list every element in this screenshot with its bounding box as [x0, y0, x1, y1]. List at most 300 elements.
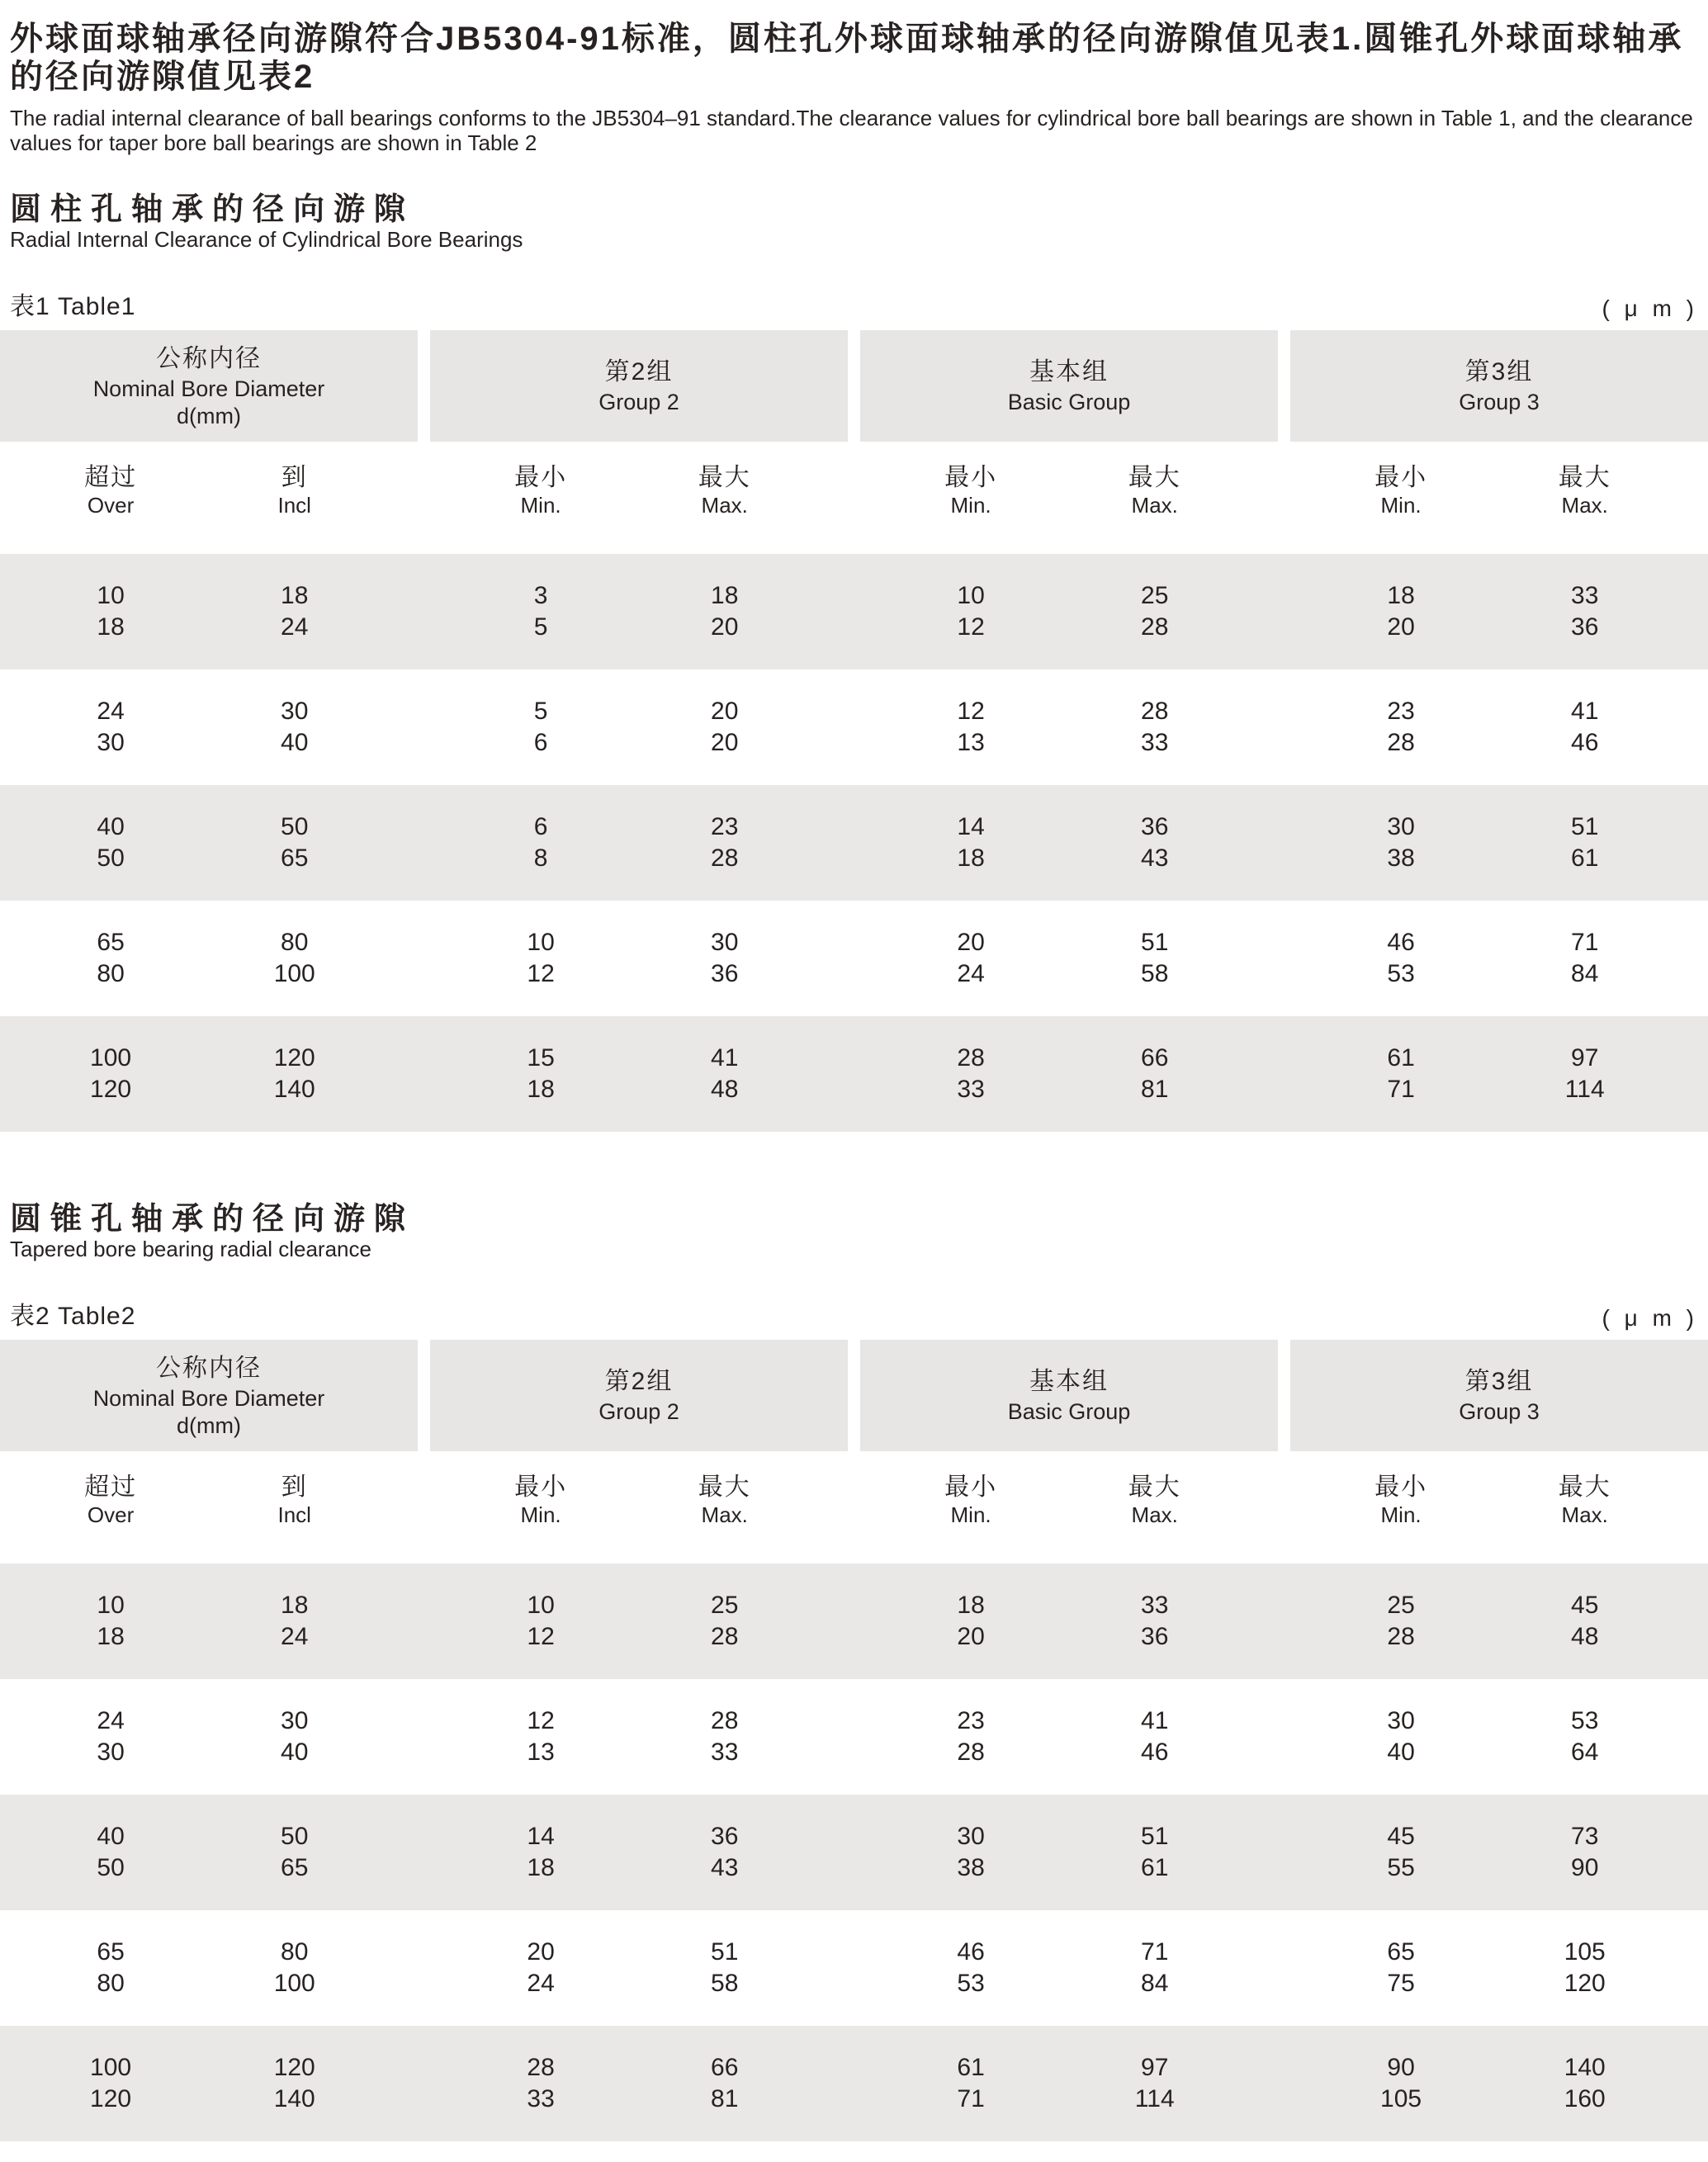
table-cell: 55 — [1387, 1854, 1415, 1881]
table-cell: 61 — [1387, 1044, 1415, 1072]
incl-en: Incl — [277, 493, 311, 518]
table-cell: 71 — [1571, 929, 1599, 956]
table-cell: 28 — [1141, 613, 1169, 641]
row-quarter — [1290, 584, 1708, 608]
table-row — [0, 2087, 1708, 2112]
table-row — [0, 699, 1708, 724]
row-quarter — [1290, 815, 1708, 840]
min-zh: 最小 — [514, 464, 568, 491]
min-en: Min. — [950, 1502, 991, 1527]
max-en: Max. — [1131, 1502, 1178, 1527]
table-cell: 71 — [957, 2085, 985, 2112]
table-cell: 40 — [281, 729, 309, 756]
table-cell: 20 — [711, 729, 739, 756]
table-cell: 33 — [1141, 729, 1169, 756]
table-band — [0, 1016, 1708, 1132]
table-cell: 40 — [97, 813, 125, 840]
row-quarter — [1290, 846, 1708, 871]
table-cell: 18 — [711, 582, 739, 609]
row-quarter — [430, 815, 848, 840]
table-cell: 51 — [1571, 813, 1599, 840]
table-band — [0, 1910, 1708, 2026]
table-cell: 20 — [527, 1938, 555, 1966]
min-en: Min. — [1380, 1502, 1422, 1527]
table-cell: 28 — [711, 844, 739, 872]
subheader-basic-quarter — [860, 1473, 1278, 1527]
row-quarter — [1290, 930, 1708, 955]
table-band — [0, 901, 1708, 1016]
table-cell: 65 — [281, 1854, 309, 1881]
row-quarter — [1290, 2087, 1708, 2112]
table-cell: 12 — [957, 613, 985, 641]
table-cell: 66 — [1141, 1044, 1169, 1072]
row-quarter — [430, 846, 848, 871]
row-quarter — [860, 846, 1278, 871]
row-quarter — [1290, 1077, 1708, 1102]
table-cell: 80 — [97, 1970, 125, 1997]
table-cell: 65 — [97, 929, 125, 956]
row-quarter — [860, 1046, 1278, 1071]
subheader-basic-quarter — [860, 463, 1278, 518]
table-cell: 10 — [97, 1592, 125, 1619]
table-cell: 100 — [90, 1044, 132, 1072]
table-cell: 100 — [90, 2054, 132, 2081]
table-cell: 33 — [1141, 1592, 1169, 1619]
row-quarter — [430, 731, 848, 755]
table-cell: 30 — [97, 729, 125, 756]
subheader-min — [430, 1473, 651, 1527]
table-cell: 12 — [957, 698, 985, 725]
table-cell: 10 — [527, 929, 555, 956]
subheader-min — [860, 463, 1081, 518]
table1-header — [0, 330, 1708, 442]
incl-zh: 到 — [281, 1474, 308, 1501]
table-cell: 30 — [281, 698, 309, 725]
table-cell: 80 — [281, 1938, 309, 1966]
table2-body — [0, 1564, 1708, 2141]
row-quarter — [1290, 2056, 1708, 2080]
subheader-incl — [221, 1473, 367, 1527]
table-cell: 24 — [281, 1623, 309, 1650]
row-quarter — [0, 1824, 418, 1849]
row-quarter — [0, 2087, 418, 2112]
subheader-max — [1081, 463, 1228, 518]
table-cell: 10 — [527, 1592, 555, 1619]
table-cell: 28 — [1141, 698, 1169, 725]
section-cylindrical-bore — [0, 193, 1708, 1132]
max-zh: 最大 — [1128, 1474, 1181, 1501]
table-cell: 140 — [273, 2085, 315, 2112]
row-quarter — [860, 1593, 1278, 1618]
row-quarter — [430, 1740, 848, 1765]
table-cell: 18 — [957, 844, 985, 872]
section2-heading-en: Tapered bore bearing radial clearance — [10, 1237, 371, 1261]
table-cell: 53 — [1387, 960, 1415, 987]
table-row — [0, 2056, 1708, 2080]
table-cell: 105 — [1564, 1938, 1606, 1966]
table-cell: 10 — [97, 582, 125, 609]
row-quarter — [860, 2087, 1278, 2112]
incl-en: Incl — [277, 1502, 311, 1527]
table-cell: 30 — [281, 1707, 309, 1734]
subheader-over — [0, 1473, 221, 1527]
subheader-group2-quarter — [430, 463, 848, 518]
table-cell: 114 — [1134, 2085, 1175, 2112]
header-group3 — [1290, 1340, 1708, 1451]
header-group2-zh: 第2组 — [604, 358, 674, 386]
section2-heading-zh: 圆锥孔轴承的径向游隙 — [10, 1202, 415, 1237]
row-quarter — [1290, 731, 1708, 755]
table-cell: 66 — [711, 2054, 739, 2081]
table-band — [0, 1564, 1708, 1679]
row-quarter — [430, 962, 848, 986]
row-quarter — [430, 1856, 848, 1881]
row-quarter — [0, 1593, 418, 1618]
header-basic-zh: 基本组 — [1029, 358, 1109, 386]
table-cell: 65 — [281, 844, 309, 872]
row-quarter — [860, 1824, 1278, 1849]
table-cell: 43 — [1141, 844, 1169, 872]
table-cell: 30 — [1387, 1707, 1415, 1734]
section1-heading-zh: 圆柱孔轴承的径向游隙 — [10, 192, 415, 227]
table-cell: 64 — [1571, 1739, 1599, 1766]
row-quarter — [430, 2087, 848, 2112]
table-cell: 65 — [97, 1938, 125, 1966]
header-nominal-en: Nominal Bore Diameter — [92, 1385, 325, 1411]
table-cell: 12 — [527, 1623, 555, 1650]
table-cell: 90 — [1387, 2054, 1415, 2081]
row-quarter — [0, 1940, 418, 1965]
table-cell: 33 — [527, 2085, 555, 2112]
row-quarter — [860, 962, 1278, 986]
table2-label-row — [10, 1302, 1698, 1332]
header-group2-en: Group 2 — [599, 1399, 679, 1424]
row-quarter — [1290, 1709, 1708, 1734]
subheader-max — [651, 1473, 797, 1527]
table-cell: 3 — [533, 582, 548, 609]
row-quarter — [0, 846, 418, 871]
table-cell: 18 — [527, 1854, 555, 1881]
header-basic-group — [860, 1340, 1278, 1451]
header-nominal-zh: 公称内径 — [156, 344, 262, 372]
table-cell: 46 — [957, 1938, 985, 1966]
table-cell: 58 — [711, 1970, 739, 1997]
row-quarter — [1290, 1940, 1708, 1965]
max-zh: 最大 — [1128, 464, 1181, 491]
max-en: Max. — [701, 1502, 748, 1527]
table-row — [0, 846, 1708, 871]
section-tapered-bore — [0, 1203, 1708, 2141]
subheader-bore-quarter — [0, 463, 418, 518]
table-cell: 61 — [1571, 844, 1599, 872]
row-quarter — [1290, 1625, 1708, 1649]
table-cell: 18 — [957, 1592, 985, 1619]
table-cell: 18 — [97, 1623, 125, 1650]
max-en: Max. — [1561, 493, 1608, 518]
row-quarter — [0, 930, 418, 955]
table-cell: 36 — [711, 1823, 739, 1850]
row-quarter — [0, 699, 418, 724]
min-zh: 最小 — [1374, 464, 1428, 491]
header-group3 — [1290, 330, 1708, 442]
row-quarter — [1290, 699, 1708, 724]
row-quarter — [430, 1077, 848, 1102]
table1-unit-label: ( μ m ) — [1602, 296, 1698, 321]
row-quarter — [860, 1740, 1278, 1765]
table-cell: 20 — [957, 1623, 985, 1650]
row-quarter — [860, 1625, 1278, 1649]
header-group2 — [430, 1340, 848, 1451]
table-cell: 28 — [527, 2054, 555, 2081]
table-cell: 15 — [527, 1044, 555, 1072]
row-quarter — [430, 1625, 848, 1649]
table2-subheader — [0, 1473, 1708, 1527]
table1-label: 表1 Table1 — [10, 293, 136, 320]
row-quarter — [0, 815, 418, 840]
table-cell: 18 — [1387, 582, 1415, 609]
table-cell: 28 — [1387, 729, 1415, 756]
row-quarter — [0, 1971, 418, 1996]
min-en: Min. — [520, 1502, 561, 1527]
row-quarter — [1290, 1593, 1708, 1618]
table-cell: 71 — [1141, 1938, 1169, 1966]
table-row — [0, 1740, 1708, 1765]
over-zh: 超过 — [84, 1474, 138, 1501]
subheader-max — [1081, 1473, 1228, 1527]
row-quarter — [430, 1940, 848, 1965]
table-cell: 30 — [957, 1823, 985, 1850]
table-cell: 38 — [1387, 844, 1415, 872]
table1-body — [0, 554, 1708, 1132]
table-cell: 80 — [97, 960, 125, 987]
header-group3-zh: 第3组 — [1464, 1368, 1534, 1395]
table-cell: 120 — [1564, 1970, 1606, 1997]
row-quarter — [0, 1709, 418, 1734]
row-quarter — [0, 1077, 418, 1102]
row-quarter — [430, 584, 848, 608]
table-cell: 6 — [533, 729, 548, 756]
row-quarter — [860, 815, 1278, 840]
row-quarter — [0, 1740, 418, 1765]
table-cell: 53 — [1571, 1707, 1599, 1734]
max-zh: 最大 — [698, 1474, 751, 1501]
table-cell: 100 — [273, 960, 315, 987]
table-cell: 81 — [1141, 1076, 1169, 1103]
table-cell: 73 — [1571, 1823, 1599, 1850]
table-cell: 25 — [1387, 1592, 1415, 1619]
table-cell: 8 — [533, 844, 548, 872]
subheader-bore-quarter — [0, 1473, 418, 1527]
table2-label: 表2 Table2 — [10, 1303, 136, 1330]
table-band — [0, 785, 1708, 901]
header-nominal-zh: 公称内径 — [156, 1354, 262, 1382]
table-cell: 40 — [97, 1823, 125, 1850]
table-cell: 84 — [1571, 960, 1599, 987]
table-band — [0, 554, 1708, 669]
min-zh: 最小 — [944, 1474, 998, 1501]
row-quarter — [0, 2056, 418, 2080]
row-quarter — [430, 1824, 848, 1849]
row-quarter — [860, 731, 1278, 755]
min-en: Min. — [1380, 493, 1422, 518]
table-cell: 36 — [1141, 1623, 1169, 1650]
row-quarter — [860, 615, 1278, 640]
max-zh: 最大 — [1558, 464, 1611, 491]
table-cell: 36 — [711, 960, 739, 987]
table-cell: 61 — [1141, 1854, 1169, 1881]
max-en: Max. — [1561, 1502, 1608, 1527]
table-cell: 140 — [273, 1076, 315, 1103]
table1-subheader — [0, 463, 1708, 518]
subheader-min — [860, 1473, 1081, 1527]
table-cell: 160 — [1564, 2085, 1606, 2112]
table-cell: 33 — [711, 1739, 739, 1766]
table-cell: 14 — [957, 813, 985, 840]
table-cell: 120 — [90, 2085, 132, 2112]
row-quarter — [860, 1077, 1278, 1102]
table-cell: 50 — [281, 1823, 309, 1850]
header-basic-zh: 基本组 — [1029, 1368, 1109, 1395]
table-cell: 28 — [711, 1707, 739, 1734]
table-row — [0, 1971, 1708, 1996]
row-quarter — [1290, 1046, 1708, 1071]
over-en: Over — [87, 1502, 135, 1527]
header-nominal-en: Nominal Bore Diameter — [92, 376, 325, 401]
table-cell: 50 — [97, 1854, 125, 1881]
table-row — [0, 731, 1708, 755]
table-cell: 105 — [1380, 2085, 1422, 2112]
max-zh: 最大 — [698, 464, 751, 491]
table-cell: 18 — [281, 582, 309, 609]
table-cell: 24 — [527, 1970, 555, 1997]
table-cell: 97 — [1571, 1044, 1599, 1072]
row-quarter — [0, 1625, 418, 1649]
table-cell: 41 — [1141, 1707, 1169, 1734]
table-cell: 28 — [957, 1739, 985, 1766]
table-cell: 33 — [957, 1076, 985, 1103]
incl-zh: 到 — [281, 464, 308, 491]
subheader-min — [1290, 463, 1512, 518]
table-cell: 48 — [711, 1076, 739, 1103]
table-cell: 13 — [527, 1739, 555, 1766]
max-en: Max. — [701, 493, 748, 518]
header-nominal-dim: d(mm) — [177, 403, 241, 428]
row-quarter — [0, 962, 418, 986]
header-group2 — [430, 330, 848, 442]
table-cell: 24 — [957, 960, 985, 987]
header-nominal-dim: d(mm) — [177, 1412, 241, 1438]
over-zh: 超过 — [84, 464, 138, 491]
table-cell: 25 — [1141, 582, 1169, 609]
row-quarter — [0, 1856, 418, 1881]
table-cell: 97 — [1141, 2054, 1169, 2081]
table-band — [0, 669, 1708, 785]
table-cell: 24 — [97, 698, 125, 725]
table-row — [0, 1824, 1708, 1849]
table-row — [0, 1709, 1708, 1734]
table-band — [0, 2026, 1708, 2141]
header-basic-en: Basic Group — [1007, 1399, 1131, 1424]
table-cell: 51 — [711, 1938, 739, 1966]
table-cell: 33 — [1571, 582, 1599, 609]
row-quarter — [1290, 615, 1708, 640]
table-row — [0, 1046, 1708, 1071]
section1-heading-en: Radial Internal Clearance of Cylindrical Bore Bearings — [10, 227, 523, 252]
table-row — [0, 1856, 1708, 1881]
max-en: Max. — [1131, 493, 1178, 518]
table-cell: 20 — [1387, 613, 1415, 641]
row-quarter — [860, 699, 1278, 724]
row-quarter — [430, 1709, 848, 1734]
table-cell: 10 — [957, 582, 985, 609]
table-cell: 65 — [1387, 1938, 1415, 1966]
table-cell: 25 — [711, 1592, 739, 1619]
table-band — [0, 1679, 1708, 1795]
row-quarter — [430, 1971, 848, 1996]
row-quarter — [1290, 962, 1708, 986]
header-basic-group — [860, 330, 1278, 442]
table-cell: 18 — [527, 1076, 555, 1103]
over-en: Over — [87, 493, 135, 518]
table-cell: 46 — [1571, 729, 1599, 756]
row-quarter — [430, 699, 848, 724]
header-group3-en: Group 3 — [1459, 1399, 1540, 1424]
table-cell: 45 — [1571, 1592, 1599, 1619]
subheader-max — [1512, 1473, 1658, 1527]
header-group2-en: Group 2 — [599, 390, 679, 414]
row-quarter — [860, 1709, 1278, 1734]
table-row — [0, 584, 1708, 608]
subheader-incl — [221, 463, 367, 518]
row-quarter — [0, 615, 418, 640]
header-nominal-bore — [0, 330, 418, 442]
row-quarter — [860, 1856, 1278, 1881]
table-cell: 46 — [1387, 929, 1415, 956]
min-zh: 最小 — [514, 1474, 568, 1501]
table-cell: 40 — [1387, 1739, 1415, 1766]
table-row — [0, 615, 1708, 640]
row-quarter — [860, 2056, 1278, 2080]
header-group3-en: Group 3 — [1459, 390, 1540, 414]
table-cell: 14 — [527, 1823, 555, 1850]
row-quarter — [430, 2056, 848, 2080]
table-row — [0, 930, 1708, 955]
table-cell: 120 — [90, 1076, 132, 1103]
table-cell: 120 — [273, 1044, 315, 1072]
row-quarter — [860, 1971, 1278, 1996]
table-cell: 80 — [281, 929, 309, 956]
table-row — [0, 815, 1708, 840]
table-cell: 12 — [527, 1707, 555, 1734]
table-cell: 61 — [957, 2054, 985, 2081]
table-cell: 6 — [533, 813, 548, 840]
table-cell: 53 — [957, 1970, 985, 1997]
row-quarter — [430, 615, 848, 640]
subheader-min — [1290, 1473, 1512, 1527]
table-row — [0, 1593, 1708, 1618]
header-group2-zh: 第2组 — [604, 1368, 674, 1395]
table-cell: 5 — [533, 698, 548, 725]
table-cell: 12 — [527, 960, 555, 987]
row-quarter — [1290, 1824, 1708, 1849]
table-cell: 45 — [1387, 1823, 1415, 1850]
table-cell: 100 — [273, 1970, 315, 1997]
table-cell: 20 — [711, 698, 739, 725]
table-band — [0, 1795, 1708, 1910]
table-cell: 30 — [711, 929, 739, 956]
row-quarter — [860, 930, 1278, 955]
min-zh: 最小 — [944, 464, 998, 491]
